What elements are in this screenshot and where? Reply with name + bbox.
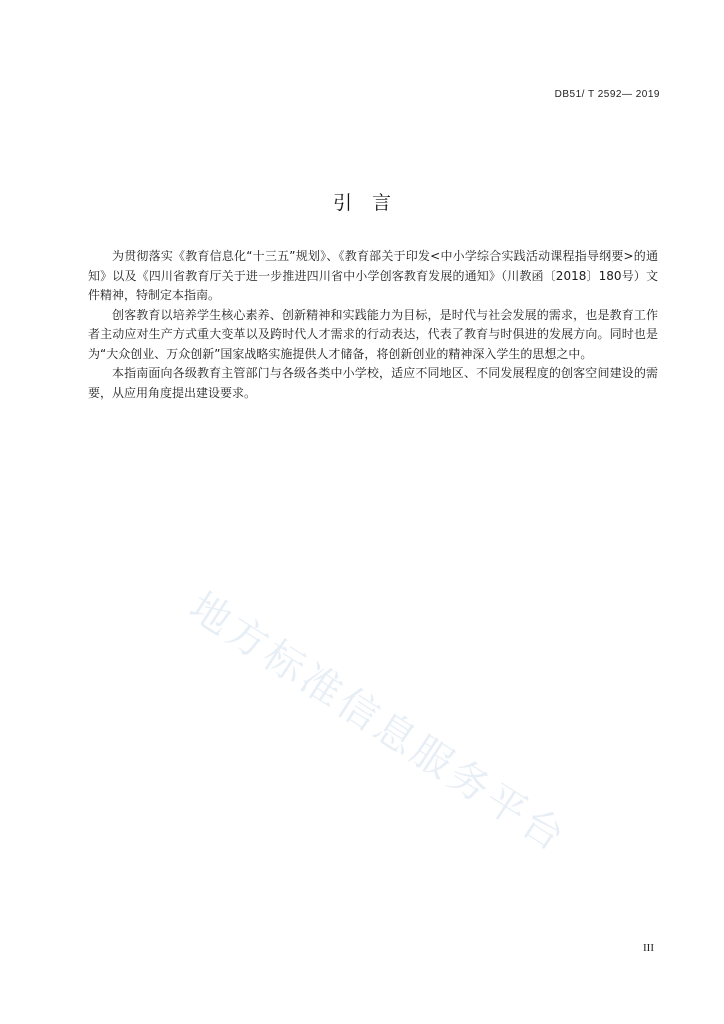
- standard-code: DB51/ T 2592— 2019: [554, 89, 660, 100]
- page-number: III: [643, 942, 654, 954]
- section-title: 引言: [332, 192, 411, 214]
- body-text: [88, 247, 658, 403]
- watermark: 地方标准信息服务平台: [181, 583, 576, 863]
- paragraph-3: 本指南面向各级教育主管部门与各级各类中小学校，适应不同地区、不同发展程度的创客空间建设的需要，从应用角度提出建设要求。: [88, 366, 658, 400]
- paragraph-1: 为贯彻落实《教育信息化“十三五”规划》、《教育部关于印发<中小学综合实践活动课程指导纲要>的通知》以及《四川省教育厅关于进一步推进四川省中小学创客教育发展的通知》（川教函〔2018〕180号）文件精神，特制定本指南。: [88, 249, 658, 302]
- paragraph-2: 创客教育以培养学生核心素养、创新精神和实践能力为目标，是时代与社会发展的需求，也是教育工作者主动应对生产方式重大变革以及跨时代人才需求的行动表达，代表了教育与时俱进的发展方向。同时也是为“大众创业、万众创新”国家战略实施提供人才储备，将创新创业的精神深入学生的思想之中。: [88, 307, 658, 361]
